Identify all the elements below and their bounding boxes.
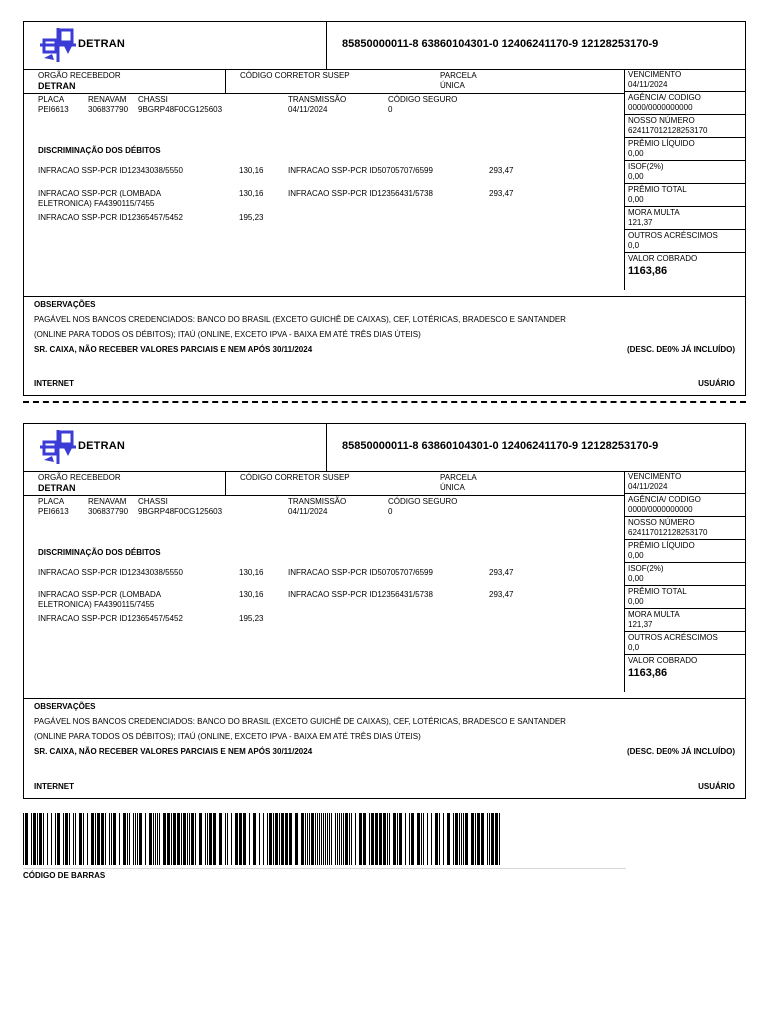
agencia-label: AGÊNCIA/ CODIGO bbox=[628, 93, 701, 102]
transmissao-value: 04/11/2024 bbox=[288, 105, 328, 114]
premio-total-box bbox=[624, 586, 745, 609]
divider bbox=[225, 472, 226, 495]
agencia-value: 0000/0000000000 bbox=[628, 505, 693, 514]
detran-logo-icon bbox=[40, 430, 76, 464]
cut-line bbox=[23, 401, 746, 403]
nosso-numero-box bbox=[624, 517, 745, 540]
payment-slip-top bbox=[23, 21, 746, 396]
premio-total-box bbox=[624, 184, 745, 207]
notes-title: OBSERVAÇÕES bbox=[34, 702, 96, 711]
outros-acrescimos-box bbox=[624, 230, 745, 253]
org-name: DETRAN bbox=[78, 38, 126, 50]
notes-line-2: (ONLINE PARA TODOS OS DÉBITOS); ITAÚ (ONLINE, EXCETO IPVA - BAIXA EM ATÉ TRÊS DIAS ÚTEIS) bbox=[34, 732, 421, 741]
valor-cobrado-label: VALOR COBRADO bbox=[628, 254, 698, 263]
orgao-label: ORGÃO RECEBEDOR bbox=[38, 473, 121, 482]
debit-desc: INFRACAO SSP-PCR ID12365457/5452 bbox=[38, 614, 183, 623]
valor-cobrado-box bbox=[624, 253, 745, 290]
digitable-line: 85850000011-8 63860104301-0 12406241170-9 12128253170-9 bbox=[342, 38, 659, 50]
summary-column bbox=[624, 69, 745, 290]
corretor-label: CÓDIGO CORRETOR SUSEP bbox=[240, 473, 350, 482]
vencimento-value: 04/11/2024 bbox=[628, 482, 668, 491]
divider bbox=[24, 296, 745, 297]
agencia-box bbox=[624, 92, 745, 115]
debit-value: 130,16 bbox=[239, 568, 264, 577]
vencimento-label: VENCIMENTO bbox=[628, 472, 682, 481]
vencimento-box bbox=[624, 471, 745, 494]
notes-title: OBSERVAÇÕES bbox=[34, 300, 96, 309]
agencia-box bbox=[624, 494, 745, 517]
premio-liquido-label: PRÊMIO LÍQUIDO bbox=[628, 139, 695, 148]
cashier-warning: SR. CAIXA, NÃO RECEBER VALORES PARCIAIS E NEM APÓS 30/11/2024 bbox=[34, 345, 313, 354]
debit-value: 293,47 bbox=[489, 166, 514, 175]
placa-value: PEI6613 bbox=[38, 105, 69, 114]
seguro-label: CÓDIGO SEGURO bbox=[388, 497, 458, 506]
mora-multa-box bbox=[624, 609, 745, 632]
header-divider bbox=[326, 424, 327, 471]
vencimento-label: VENCIMENTO bbox=[628, 70, 682, 79]
valor-cobrado-value: 1163,86 bbox=[628, 265, 668, 277]
debit-value: 293,47 bbox=[489, 590, 514, 599]
org-name: DETRAN bbox=[78, 440, 126, 452]
isof-box bbox=[624, 563, 745, 586]
placa-value: PEI6613 bbox=[38, 507, 69, 516]
agencia-label: AGÊNCIA/ CODIGO bbox=[628, 495, 701, 504]
discount-note: (DESC. DE0% JÁ INCLUÍDO) bbox=[626, 747, 735, 756]
debits-title: DISCRIMINAÇÃO DOS DÉBITOS bbox=[38, 548, 161, 557]
slip-header bbox=[24, 22, 745, 70]
footer-left: INTERNET bbox=[34, 379, 74, 388]
footer-right: USUÁRIO bbox=[698, 782, 735, 791]
premio-liquido-value: 0,00 bbox=[628, 551, 644, 560]
seguro-value: 0 bbox=[388, 507, 393, 516]
placa-label: PLACA bbox=[38, 95, 65, 104]
outros-acrescimos-box bbox=[624, 632, 745, 655]
orgao-value: DETRAN bbox=[38, 81, 76, 91]
corretor-label: CÓDIGO CORRETOR SUSEP bbox=[240, 71, 350, 80]
debit-value: 293,47 bbox=[489, 568, 514, 577]
debit-value: 293,47 bbox=[489, 189, 514, 198]
debit-value: 130,16 bbox=[239, 590, 264, 599]
chassi-label: CHASSI bbox=[138, 497, 168, 506]
premio-liquido-box bbox=[624, 540, 745, 563]
digitable-line: 85850000011-8 63860104301-0 12406241170-9 12128253170-9 bbox=[342, 440, 659, 452]
debits-title: DISCRIMINAÇÃO DOS DÉBITOS bbox=[38, 146, 161, 155]
mora-multa-label: MORA MULTA bbox=[628, 610, 680, 619]
premio-total-label: PRÊMIO TOTAL bbox=[628, 587, 687, 596]
mora-multa-value: 121,37 bbox=[628, 620, 653, 629]
discount-note: (DESC. DE0% JÁ INCLUÍDO) bbox=[626, 345, 735, 354]
payment-slip-bottom bbox=[23, 423, 746, 799]
chassi-label: CHASSI bbox=[138, 95, 168, 104]
debit-value: 130,16 bbox=[239, 166, 264, 175]
valor-cobrado-label: VALOR COBRADO bbox=[628, 656, 698, 665]
notes-line-1: PAGÁVEL NOS BANCOS CREDENCIADOS: BANCO DO BRASIL (EXCETO GUICHÊ DE CAIXAS), CEF, LOTÉRICAS, BRADESCO E SANTANDER bbox=[34, 717, 566, 726]
vencimento-value: 04/11/2024 bbox=[628, 80, 668, 89]
renavam-label: RENAVAM bbox=[88, 95, 127, 104]
debit-value: 195,23 bbox=[239, 614, 264, 623]
nosso-numero-label: NOSSO NÚMERO bbox=[628, 518, 695, 527]
footer-right: USUÁRIO bbox=[698, 379, 735, 388]
nosso-numero-label: NOSSO NÚMERO bbox=[628, 116, 695, 125]
isof-value: 0,00 bbox=[628, 574, 644, 583]
debit-desc: INFRACAO SSP-PCR ID12343038/5550 bbox=[38, 568, 183, 577]
header-divider bbox=[326, 22, 327, 69]
premio-liquido-box bbox=[624, 138, 745, 161]
orgao-value: DETRAN bbox=[38, 483, 76, 493]
debit-desc: INFRACAO SSP-PCR ID12343038/5550 bbox=[38, 166, 183, 175]
placa-label: PLACA bbox=[38, 497, 65, 506]
slip-header bbox=[24, 424, 745, 472]
orgao-label: ORGÃO RECEBEDOR bbox=[38, 71, 121, 80]
nosso-numero-box bbox=[624, 115, 745, 138]
isof-label: ISOF(2%) bbox=[628, 564, 664, 573]
mora-multa-label: MORA MULTA bbox=[628, 208, 680, 217]
notes-line-2: (ONLINE PARA TODOS OS DÉBITOS); ITAÚ (ONLINE, EXCETO IPVA - BAIXA EM ATÉ TRÊS DIAS ÚTEIS) bbox=[34, 330, 421, 339]
renavam-value: 306837790 bbox=[88, 507, 129, 516]
mora-multa-box bbox=[624, 207, 745, 230]
premio-total-value: 0,00 bbox=[628, 195, 644, 204]
debit-desc: INFRACAO SSP-PCR ID12356431/5738 bbox=[288, 189, 433, 198]
renavam-label: RENAVAM bbox=[88, 497, 127, 506]
nosso-numero-value: 624117012128253170 bbox=[628, 126, 708, 135]
isof-value: 0,00 bbox=[628, 172, 644, 181]
debit-value: 195,23 bbox=[239, 213, 264, 222]
summary-column bbox=[624, 471, 745, 692]
transmissao-value: 04/11/2024 bbox=[288, 507, 328, 516]
parcela-value: ÚNICA bbox=[440, 483, 465, 492]
divider bbox=[24, 93, 624, 94]
barcode-label: CÓDIGO DE BARRAS bbox=[23, 871, 106, 880]
outros-acrescimos-label: OUTROS ACRÉSCIMOS bbox=[628, 231, 718, 240]
notes-line-1: PAGÁVEL NOS BANCOS CREDENCIADOS: BANCO DO BRASIL (EXCETO GUICHÊ DE CAIXAS), CEF, LOTÉRICAS, BRADESCO E SANTANDER bbox=[34, 315, 566, 324]
chassi-value: 9BGRP48F0CG125603 bbox=[138, 105, 223, 114]
outros-acrescimos-value: 0,0 bbox=[628, 643, 640, 652]
outros-acrescimos-label: OUTROS ACRÉSCIMOS bbox=[628, 633, 718, 642]
debit-value: 130,16 bbox=[239, 189, 264, 198]
agencia-value: 0000/0000000000 bbox=[628, 103, 693, 112]
divider bbox=[225, 70, 226, 93]
outros-acrescimos-value: 0,0 bbox=[628, 241, 640, 250]
parcela-label: PARCELA bbox=[440, 71, 477, 80]
debit-desc: INFRACAO SSP-PCR (LOMBADA ELETRONICA) FA4390115/7455 bbox=[38, 189, 161, 208]
valor-cobrado-value: 1163,86 bbox=[628, 667, 668, 679]
seguro-label: CÓDIGO SEGURO bbox=[388, 95, 458, 104]
parcela-label: PARCELA bbox=[440, 473, 477, 482]
renavam-value: 306837790 bbox=[88, 105, 129, 114]
vencimento-box bbox=[624, 69, 745, 92]
barcode-image bbox=[23, 813, 503, 865]
transmissao-label: TRANSMISSÃO bbox=[288, 497, 347, 506]
debit-desc: INFRACAO SSP-PCR ID50705707/6599 bbox=[288, 568, 433, 577]
mora-multa-value: 121,37 bbox=[628, 218, 653, 227]
premio-liquido-label: PRÊMIO LÍQUIDO bbox=[628, 541, 695, 550]
nosso-numero-value: 624117012128253170 bbox=[628, 528, 708, 537]
parcela-value: ÚNICA bbox=[440, 81, 465, 90]
chassi-value: 9BGRP48F0CG125603 bbox=[138, 507, 223, 516]
footer-left: INTERNET bbox=[34, 782, 74, 791]
debit-desc: INFRACAO SSP-PCR (LOMBADA ELETRONICA) FA4390115/7455 bbox=[38, 590, 161, 609]
divider bbox=[24, 495, 624, 496]
premio-liquido-value: 0,00 bbox=[628, 149, 644, 158]
cashier-warning: SR. CAIXA, NÃO RECEBER VALORES PARCIAIS E NEM APÓS 30/11/2024 bbox=[34, 747, 313, 756]
barcode-underline bbox=[23, 868, 626, 869]
isof-box bbox=[624, 161, 745, 184]
isof-label: ISOF(2%) bbox=[628, 162, 664, 171]
debit-desc: INFRACAO SSP-PCR ID50705707/6599 bbox=[288, 166, 433, 175]
debit-desc: INFRACAO SSP-PCR ID12365457/5452 bbox=[38, 213, 183, 222]
detran-logo-icon bbox=[40, 28, 76, 62]
premio-total-value: 0,00 bbox=[628, 597, 644, 606]
transmissao-label: TRANSMISSÃO bbox=[288, 95, 347, 104]
valor-cobrado-box bbox=[624, 655, 745, 692]
seguro-value: 0 bbox=[388, 105, 393, 114]
premio-total-label: PRÊMIO TOTAL bbox=[628, 185, 687, 194]
debit-desc: INFRACAO SSP-PCR ID12356431/5738 bbox=[288, 590, 433, 599]
divider bbox=[24, 698, 745, 699]
